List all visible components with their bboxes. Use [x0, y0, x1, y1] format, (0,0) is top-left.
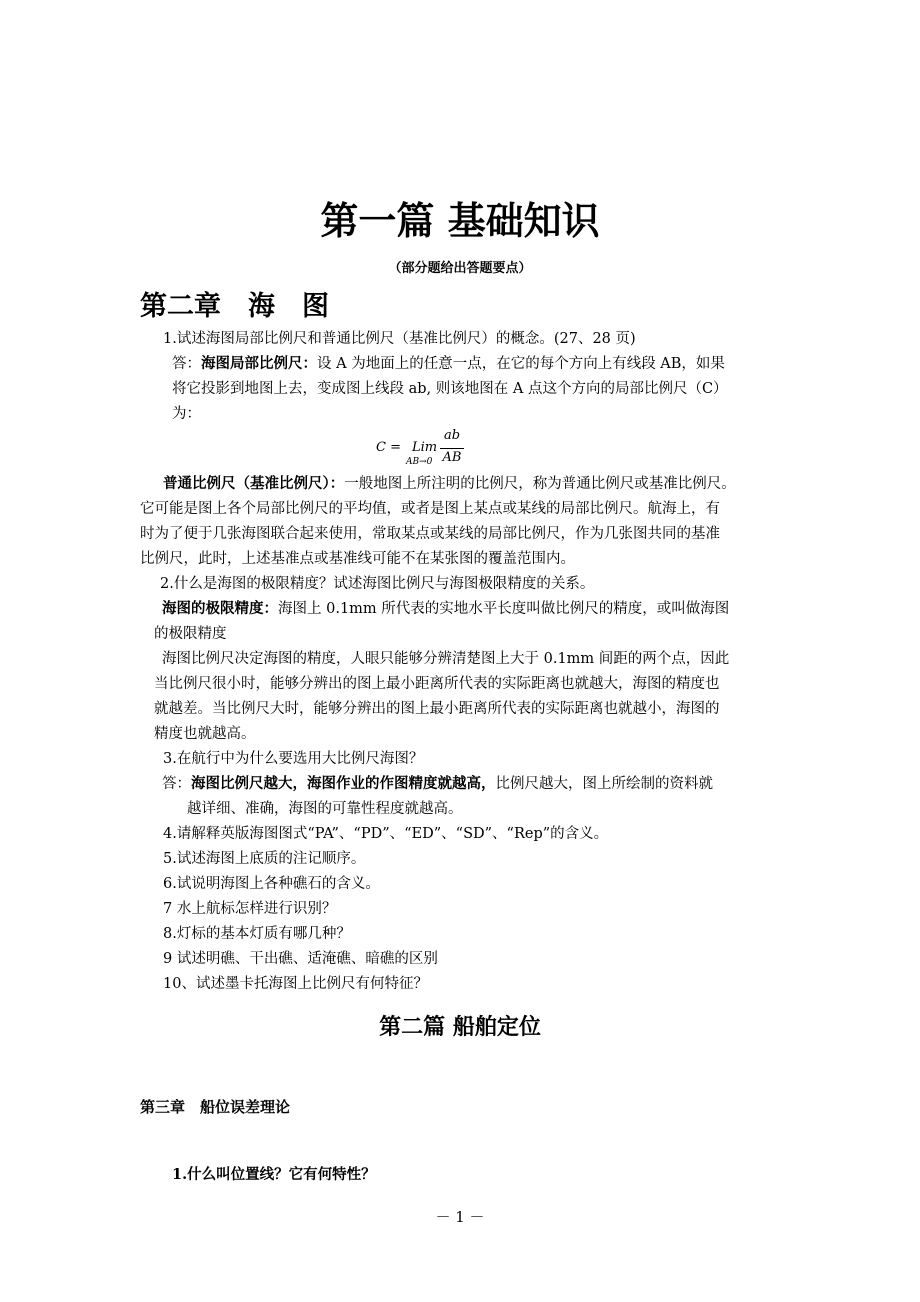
answer-1-text-1: 设 A 为地面上的任意一点，在它的每个方向上有线段 AB，如果 — [317, 356, 725, 372]
formula-lim: Lim — [412, 440, 438, 455]
question-4: 4.请解释英版海图图式“PA”、“PD”、“ED”、“SD”、“Rep”的含义。 — [163, 826, 609, 842]
limit-precision-line-1 — [162, 599, 729, 619]
term-limit-precision: 海图的极限精度： — [162, 600, 278, 617]
part-subtitle: （部分题给出答题要点） — [388, 261, 532, 276]
formula-lhs: C = — [376, 440, 401, 455]
general-scale-line-2: 它可能是图上各个局部比例尺的平均值，或者是图上某点或某线的局部比例尺。航海上，有 — [140, 501, 720, 517]
answer-1-line-1 — [172, 354, 725, 374]
question-2: 2.什么是海图的极限精度？试述海图比例尺与海图极限精度的关系。 — [160, 576, 595, 592]
question-10: 10、试述墨卡托海图上比例尺有何特征？ — [163, 976, 428, 992]
answer-1-line-3: 为： — [172, 406, 201, 422]
relation-line-3: 就越差。当比例尺大时，能够分辨出的图上最小距离所代表的实际距离也就越小，海图的 — [154, 701, 720, 717]
limit-precision-text-1: 海图上 0.1mm 所代表的实地水平长度叫做比例尺的精度，或叫做海图 — [278, 601, 730, 617]
question-3: 3.在航行中为什么要选用大比例尺海图？ — [163, 751, 424, 767]
term-local-scale: 海图局部比例尺： — [201, 355, 317, 372]
chapter-title: 第二章 海 图 — [140, 291, 329, 322]
general-scale-line-1 — [163, 474, 736, 494]
chapter3-question-1: 1.什么叫位置线？它有何特性？ — [172, 1166, 376, 1183]
general-scale-line-3: 时为了便于几张海图联合起来使用，常取某点或某线的局部比例尺，作为几张图共同的基准 — [140, 526, 720, 542]
answer-label: 答： — [172, 356, 201, 372]
term-general-scale: 普通比例尺（基准比例尺）： — [163, 475, 345, 492]
relation-line-2: 当比例尺很小时，能够分辨出的图上最小距离所代表的实际距离也就越大，海图的精度也 — [154, 676, 720, 692]
part-title: 第一篇 基础知识 — [320, 199, 600, 243]
question-9: 9 试述明礁、干出礁、适淹礁、暗礁的区别 — [163, 951, 438, 967]
general-scale-text-1: 一般地图上所注明的比例尺，称为普通比例尺或基准比例尺。 — [344, 476, 736, 492]
answer-3-line-2: 越详细、准确，海图的可靠性程度就越高。 — [187, 801, 463, 817]
question-5: 5.试述海图上底质的注记顺序。 — [163, 851, 366, 867]
answer-3-text-1: 比例尺越大，图上所绘制的资料就 — [495, 776, 713, 792]
formula-denominator: AB — [442, 450, 462, 465]
answer-1-line-2: 将它投影到地图上去，变成图上线段 ab, 则该地图在 A 点这个方向的局部比例尺（C） — [172, 381, 728, 397]
relation-line-4: 精度也就越高。 — [154, 726, 256, 742]
limit-precision-line-2: 的极限精度 — [154, 626, 227, 642]
question-6: 6.试说明海图上各种礁石的含义。 — [163, 876, 380, 892]
formula-lim-sub: AB→0 — [406, 457, 433, 467]
answer-3-bold: 海图比例尺越大，海图作业的作图精度就越高， — [191, 775, 496, 792]
answer-3-line-1 — [162, 774, 713, 794]
relation-line-1: 海图比例尺决定海图的精度，人眼只能够分辨清楚图上大于 0.1mm 间距的两个点，因此 — [162, 651, 730, 667]
question-7: 7 水上航标怎样进行识别？ — [163, 901, 337, 917]
part2-title: 第二篇 船舶定位 — [379, 1015, 541, 1040]
answer-3-label: 答： — [162, 776, 191, 792]
page-number: － 1 － — [435, 1208, 485, 1226]
chapter3-title: 第三章 船位误差理论 — [140, 1098, 291, 1116]
formula-numerator: ab — [443, 428, 461, 443]
question-8: 8.灯标的基本灯质有哪几种？ — [163, 926, 351, 942]
general-scale-line-4: 比例尺，此时，上述基准点或基准线可能不在某张图的覆盖范围内。 — [140, 551, 575, 567]
question-1: 1.试述海图局部比例尺和普通比例尺（基准比例尺）的概念。(27、28 页) — [163, 331, 636, 347]
formula-fraction-bar — [440, 448, 464, 449]
